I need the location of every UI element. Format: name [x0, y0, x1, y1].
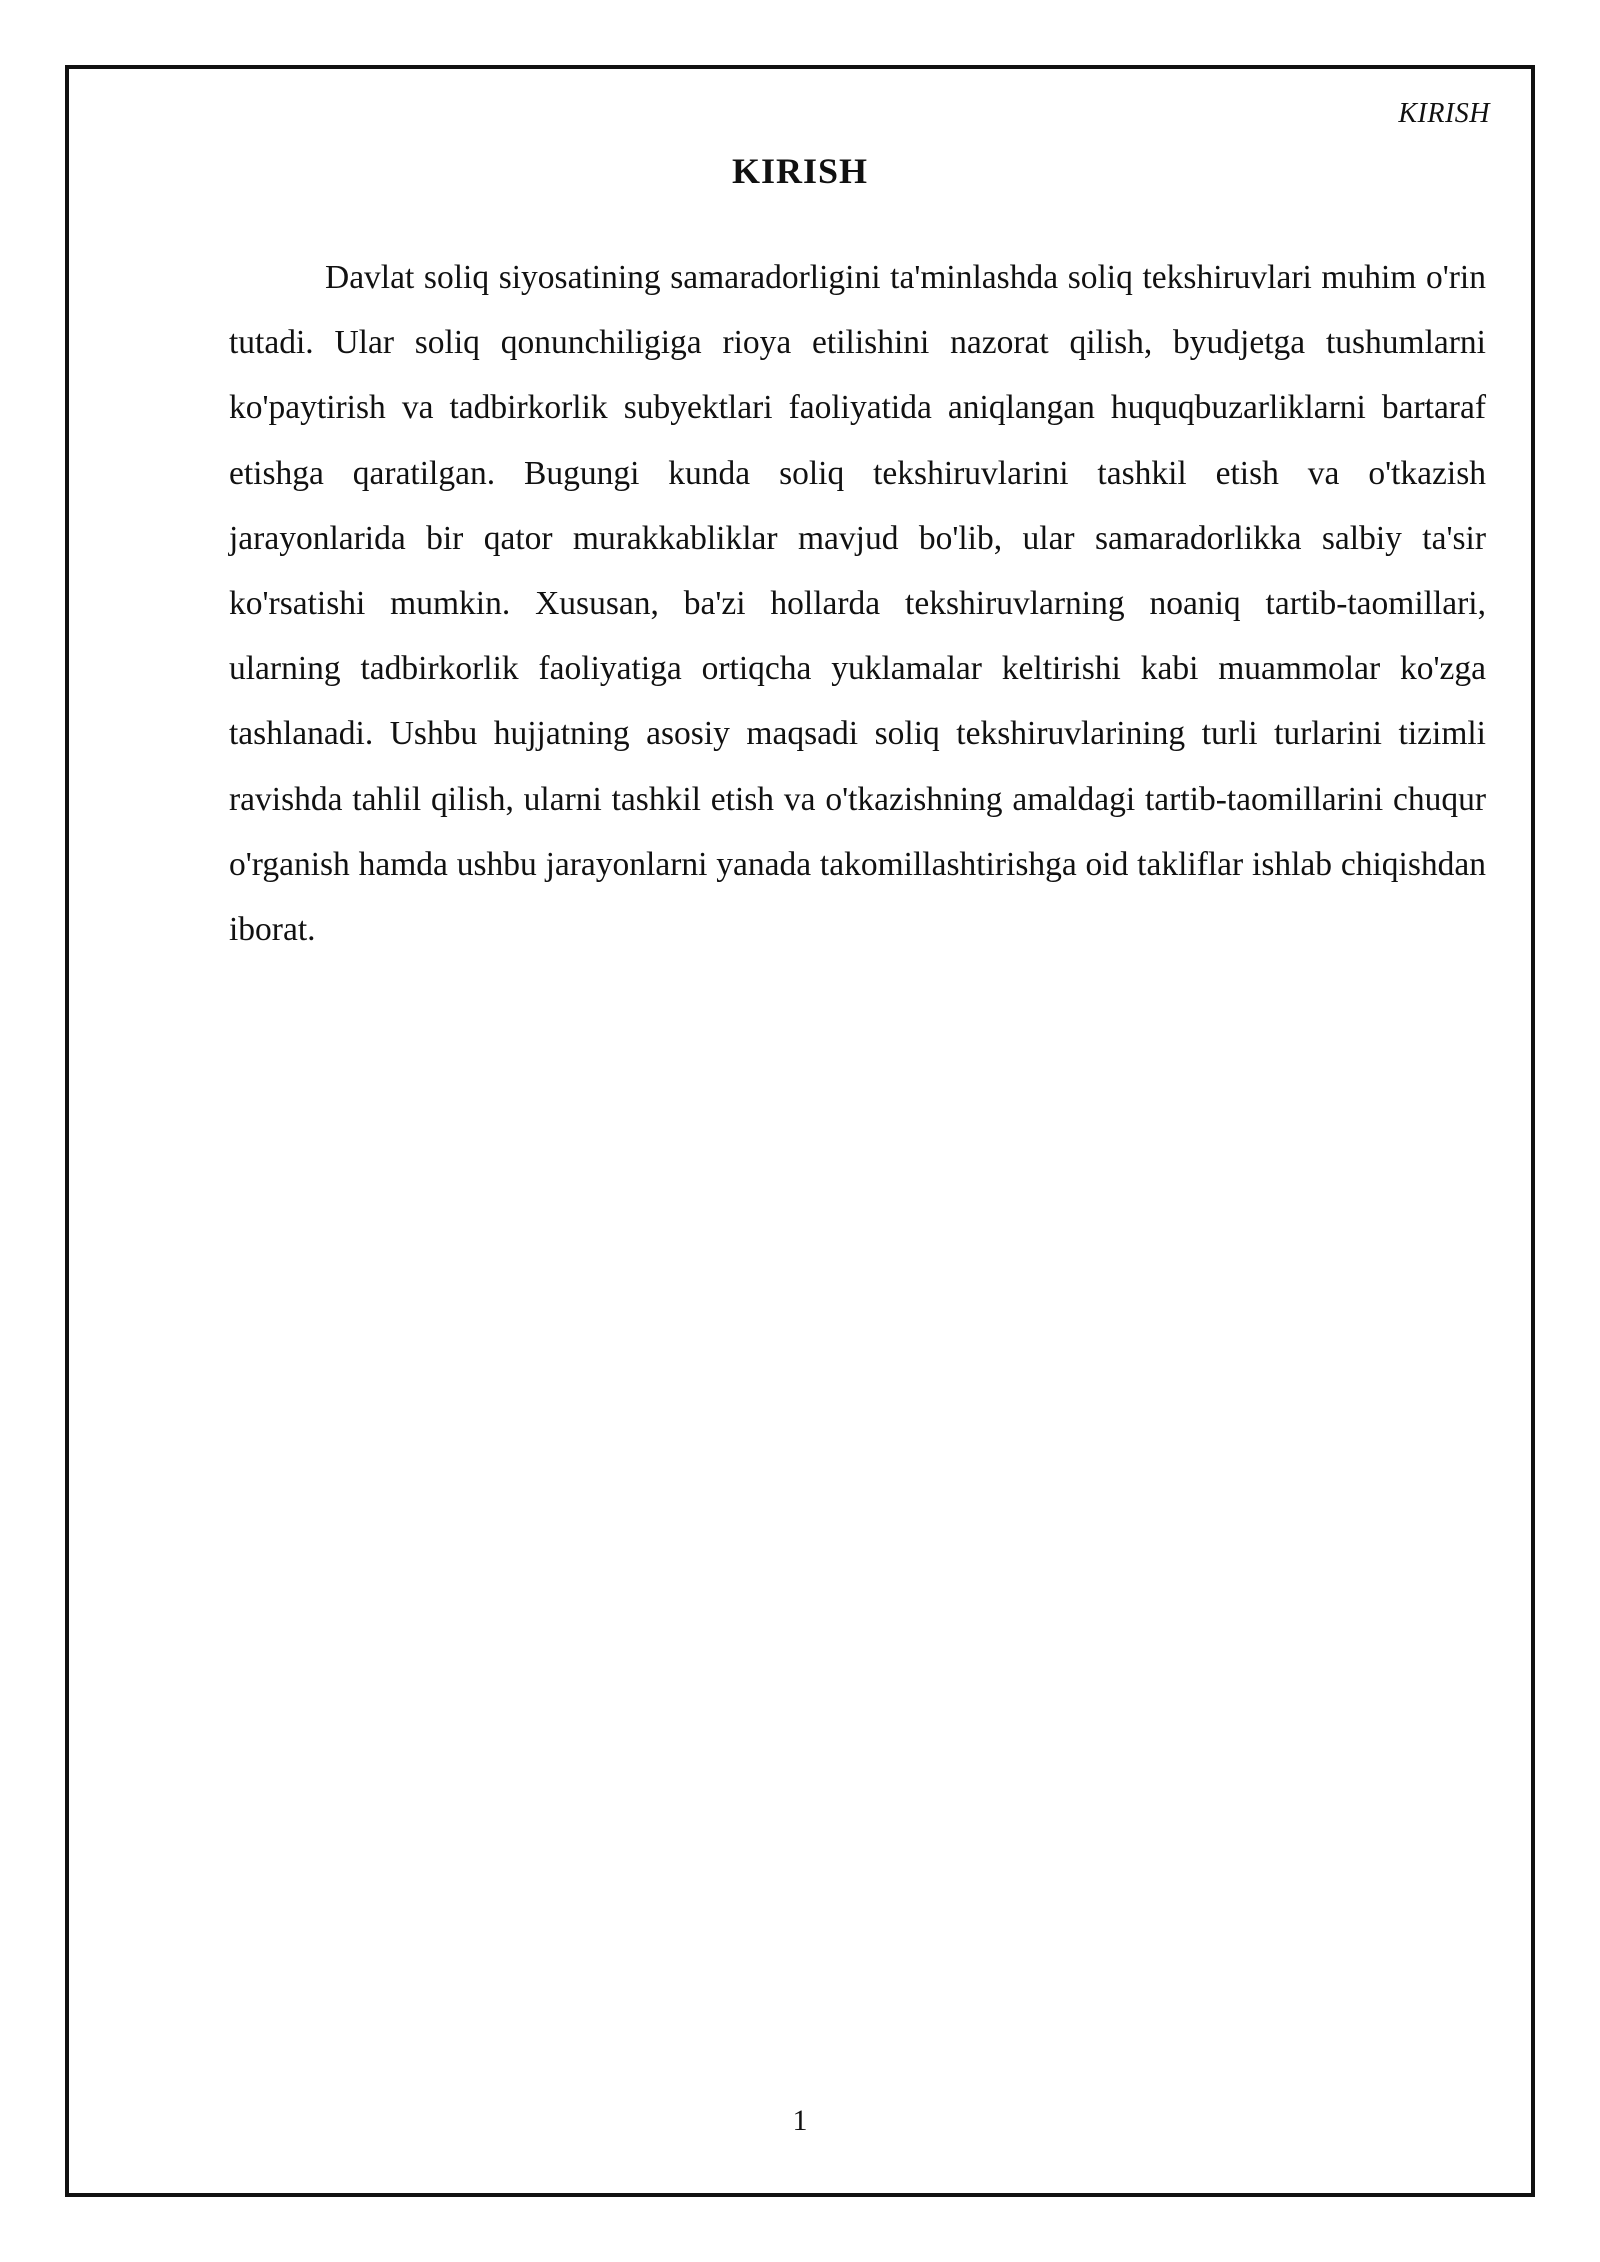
- running-header: KIRISH: [1398, 98, 1490, 129]
- page-number: 1: [792, 2104, 808, 2137]
- body-paragraph: Davlat soliq siyosatining samaradorligini ta'minlashda soliq tekshiruvlari muhim o'rin tutadi. Ular soliq qonunchiligiga rioya etilishini nazorat qilish, byudjetga tushumlarni ko'paytirish va tadbirkorlik subyektlari faoliyatida aniqlangan huquqbuzarliklarni bartaraf etishga qaratilgan. Bugungi kunda soliq tekshiruvlarini tashkil etish va o'tkazish jarayonlarida bir qator murakkabliklar mavjud bo'lib, ular samaradorlikka salbiy ta'sir ko'rsatishi mumkin. Xususan, ba'zi hollarda tekshiruvlarning noaniq tartib-taomillari, ularning tadbirkorlik faoliyatiga ortiqcha yuklamalar keltirishi kabi muammolar ko'zga tashlanadi. Ushbu hujjatning asosiy maqsadi soliq tekshiruvlarining turli turlarini tizimli ravishda tahlil qilish, ularni tashkil etish va o'tkazishning amaldagi tartib-taomillarini chuqur o'rganish hamda ushbu jarayonlarni yanada takomillashtirishga oid takliflar ishlab chiqishdan iborat.: [229, 259, 1486, 949]
- section-title: KIRISH: [731, 151, 869, 191]
